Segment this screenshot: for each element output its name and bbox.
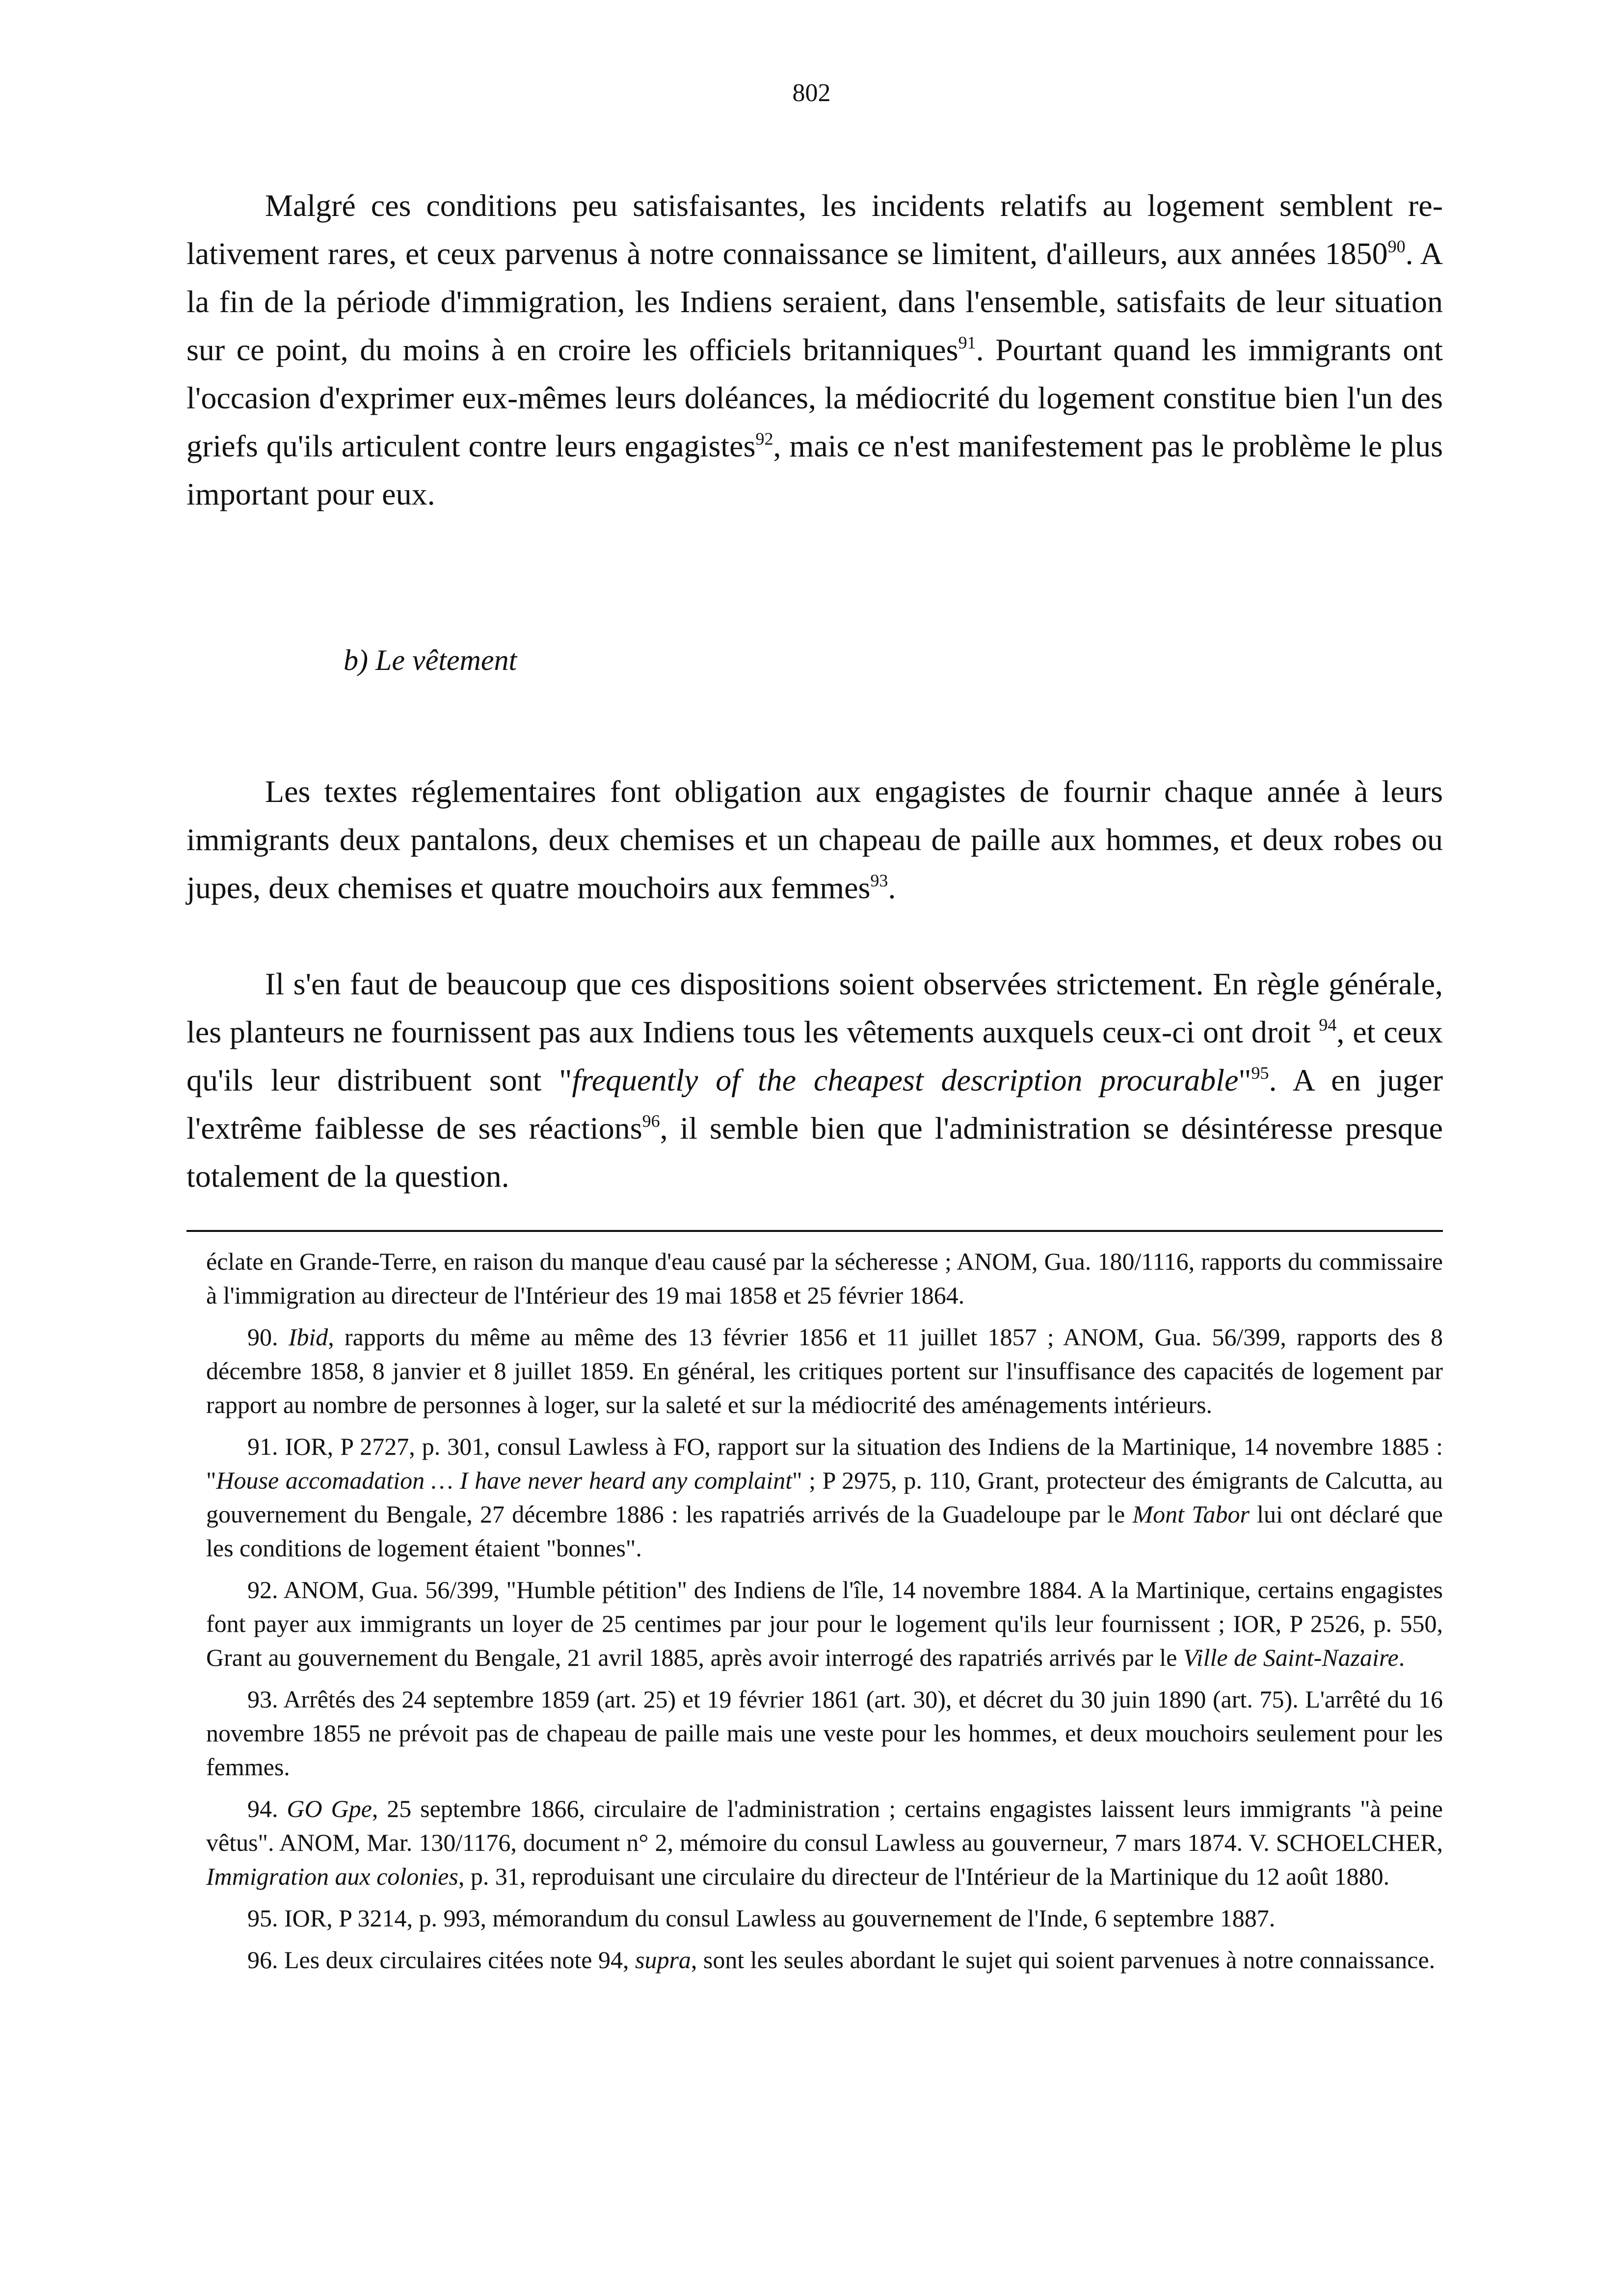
text-run: . A en juger l'extrême faiblesse de ses réactions [186, 1063, 1443, 1146]
footnote-ref-94: 94 [1319, 1015, 1337, 1035]
footnote-ref-92: 92 [755, 429, 773, 449]
text-run: " ; P 2975, p. 110, Grant, protecteur des émigrants de Calcutta, au gouvernement du Bengale, 27 décembre 1886 : les rapatriés arrivés de la Guadeloupe par le [206, 1467, 1443, 1528]
text-run: 92. ANOM, Gua. 56/399, "Humble pétition" des Indiens de l'île, 14 novembre 1884. A la Martinique, certains engagistes font payer aux immigrants un loyer de 25 centimes par jour pour le logement qu'ils leur fournissent ; IOR, P 2526, p. 550, Grant au gouvernement du Bengale, 21 avril 1885, après avoir interrogé des rapatriés arrivés par le [206, 1576, 1443, 1671]
text-run: , il semble bien que l'administration se désintéresse presque totalement de la question. [186, 1111, 1443, 1194]
text-run: , mais ce n'est manifestement pas le problème le plus important pour eux. [186, 428, 1443, 511]
italic-run: Ville de Saint-Nazaire [1183, 1644, 1399, 1671]
text-run: Les textes réglementaires font obligation aux engagistes de fournir chaque année à leurs immigrants deux pantalons, deux chemises et un chapeau de paille aux hommes, et deux robes ou jupes, deux chemises et quatre mouchoirs aux femmes [186, 774, 1443, 905]
page-number: 802 [792, 79, 831, 107]
footnote-ref-90: 90 [1387, 237, 1406, 256]
text-run: 95. IOR, P 3214, p. 993, mémorandum du consul Lawless au gouvernement de l'Inde, 6 septembre 1887. [247, 1904, 1276, 1932]
main-text [186, 182, 1443, 1201]
footnote-continuation: éclate en Grande-Terre, en raison du manque d'eau causé par la sécheresse ; ANOM, Gua. 180/1116, rapports du commissaire à l'immigration au directeur de l'Intérieur des 19 mai 1858 et 25 février 1864. [206, 1248, 1443, 1309]
text-run: 93. Arrêtés des 24 septembre 1859 (art. 25) et 19 février 1861 (art. 30), et décret du 30 juin 1890 (art. 75). L'arrêté du 16 novembre 1855 ne prévoit pas de chapeau de paille mais une veste pour les hommes, et deux mouchoirs seulement pour les femmes. [206, 1685, 1443, 1781]
section-heading: b) Le vêtement [344, 644, 517, 676]
text-run: 90. [247, 1323, 289, 1351]
footnote-95 [206, 1901, 1443, 1935]
text-run: , p. 31, reproduisant une circulaire du directeur de l'Intérieur de la Martinique du 12 août 1880. [458, 1863, 1390, 1890]
paragraph-clothing-practice [186, 960, 1443, 1201]
italic-run: GO Gpe [287, 1795, 372, 1822]
text-run: , et ceux qu'ils leur distribuent sont " [186, 1015, 1443, 1097]
italic-run: Ibid [288, 1323, 328, 1351]
footnote-90 [206, 1320, 1443, 1422]
quote-italic: frequently of the cheapest description procurable [572, 1063, 1239, 1097]
text-run: 94. [247, 1795, 287, 1822]
text-run: " [1238, 1063, 1251, 1097]
text-run: , sont les seules abordant le sujet qui soient parvenues à notre connaissance. [691, 1946, 1436, 1974]
text-run: 91. IOR, P 2727, p. 301, consul Lawless à FO, rapport sur la situation des Indiens de la Martinique, 14 novembre 1885 : " [206, 1433, 1443, 1494]
footnotes [206, 1245, 1443, 1985]
footnote-92 [206, 1573, 1443, 1675]
footnote-91 [206, 1430, 1443, 1565]
text-run: 96. Les deux circulaires citées note 94, [247, 1946, 635, 1974]
footnote-ref-91: 91 [958, 333, 976, 352]
text-run: . [888, 870, 896, 905]
text-run: . Pourtant quand les immigrants ont l'occasion d'exprimer eux-mêmes leurs doléances, la médiocrité du logement constitue bien l'un des griefs qu'ils articulent contre leurs engagistes [186, 332, 1443, 463]
text-run: . A la fin de la période d'immigration, les Indiens seraient, dans l'ensemble, satisfaits de leur situation sur ce point, du moins à en croire les officiels britanniques [186, 236, 1443, 367]
text-run: . [1398, 1644, 1405, 1671]
italic-run: supra [635, 1946, 691, 1974]
italic-run: House accomadation … I have never heard any complaint [216, 1467, 793, 1494]
text-run: , 25 septembre 1866, circulaire de l'administration ; certains engagistes laissent leurs immigrants "à peine vêtus". ANOM, Mar. 130/1176, document n° 2, mémoire du consul Lawless au gouverneur, 7 mars 1874. V. SCHOELCHER, [206, 1795, 1443, 1856]
footnote-separator [186, 1230, 1443, 1232]
footnote-94 [206, 1792, 1443, 1894]
paragraph-clothing-rules [186, 768, 1443, 912]
paragraph-housing [186, 182, 1443, 518]
italic-run: Mont Tabor [1132, 1500, 1250, 1528]
footnote-ref-96: 96 [642, 1111, 660, 1131]
text-run: Malgré ces conditions peu satisfaisantes, les incidents relatifs au logement semblent relativement rares, et ceux parvenus à notre connaissance se limitent, d'ailleurs, aux années 1850 [186, 188, 1443, 271]
text-run: lui ont déclaré que les conditions de logement étaient "bonnes". [206, 1500, 1443, 1562]
footnote-96 [206, 1943, 1443, 1977]
footnote-93 [206, 1682, 1443, 1784]
footnote-ref-95: 95 [1251, 1063, 1269, 1083]
footnote-ref-93: 93 [870, 871, 888, 890]
italic-run: Immigration aux colonies [206, 1863, 458, 1890]
text-run: , rapports du même au même des 13 février 1856 et 11 juillet 1857 ; ANOM, Gua. 56/399, rapports des 8 décembre 1858, 8 janvier et 8 juillet 1859. En général, les critiques portent sur l'insuffisance des capacités de logement par rapport au nombre de personnes à loger, sur la saleté et sur la médiocrité des aménagements intérieurs. [206, 1323, 1443, 1418]
text-run: Il s'en faut de beaucoup que ces dispositions soient observées strictement. En règle générale, les planteurs ne fournissent pas aux Indiens tous les vêtements auxquels ceux-ci ont droit [186, 966, 1443, 1049]
